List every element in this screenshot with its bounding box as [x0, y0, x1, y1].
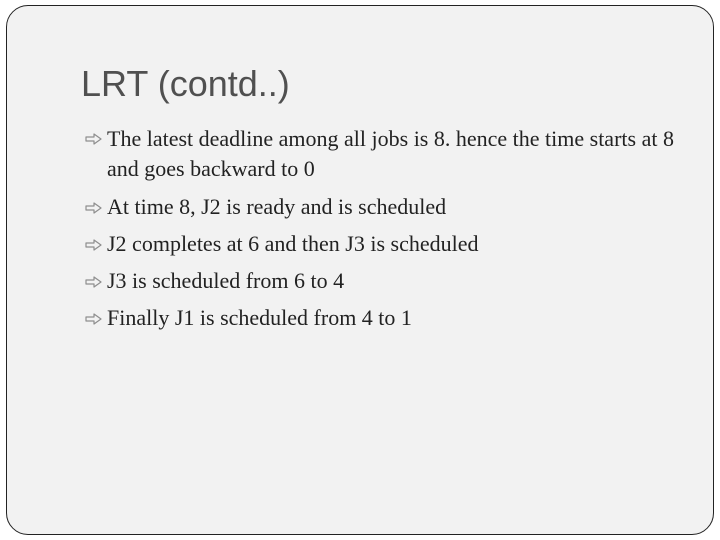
bullet-item: [85, 193, 695, 221]
bullet-text: The latest deadline among all jobs is 8. hence the time starts at 8 and goes backward to 0: [107, 126, 674, 181]
bullet-text: Finally J1 is scheduled from 4 to 1: [107, 305, 412, 330]
bullet-item: [85, 124, 695, 184]
arrow-bullet-icon: [85, 239, 103, 251]
arrow-bullet-icon: [85, 202, 103, 214]
arrow-bullet-icon: [85, 313, 103, 325]
arrow-bullet-icon: [85, 276, 103, 288]
bullet-text: At time 8, J2 is ready and is scheduled: [107, 194, 447, 219]
bullet-list: [85, 124, 695, 341]
bullet-item: [85, 230, 695, 258]
bullet-item: [85, 267, 695, 295]
arrow-bullet-icon: [85, 133, 103, 145]
slide-title: LRT (contd..): [81, 63, 290, 104]
bullet-item: [85, 304, 695, 332]
bullet-text: J2 completes at 6 and then J3 is scheduled: [107, 231, 479, 256]
slide-frame: [6, 5, 714, 535]
bullet-text: J3 is scheduled from 6 to 4: [107, 268, 345, 293]
